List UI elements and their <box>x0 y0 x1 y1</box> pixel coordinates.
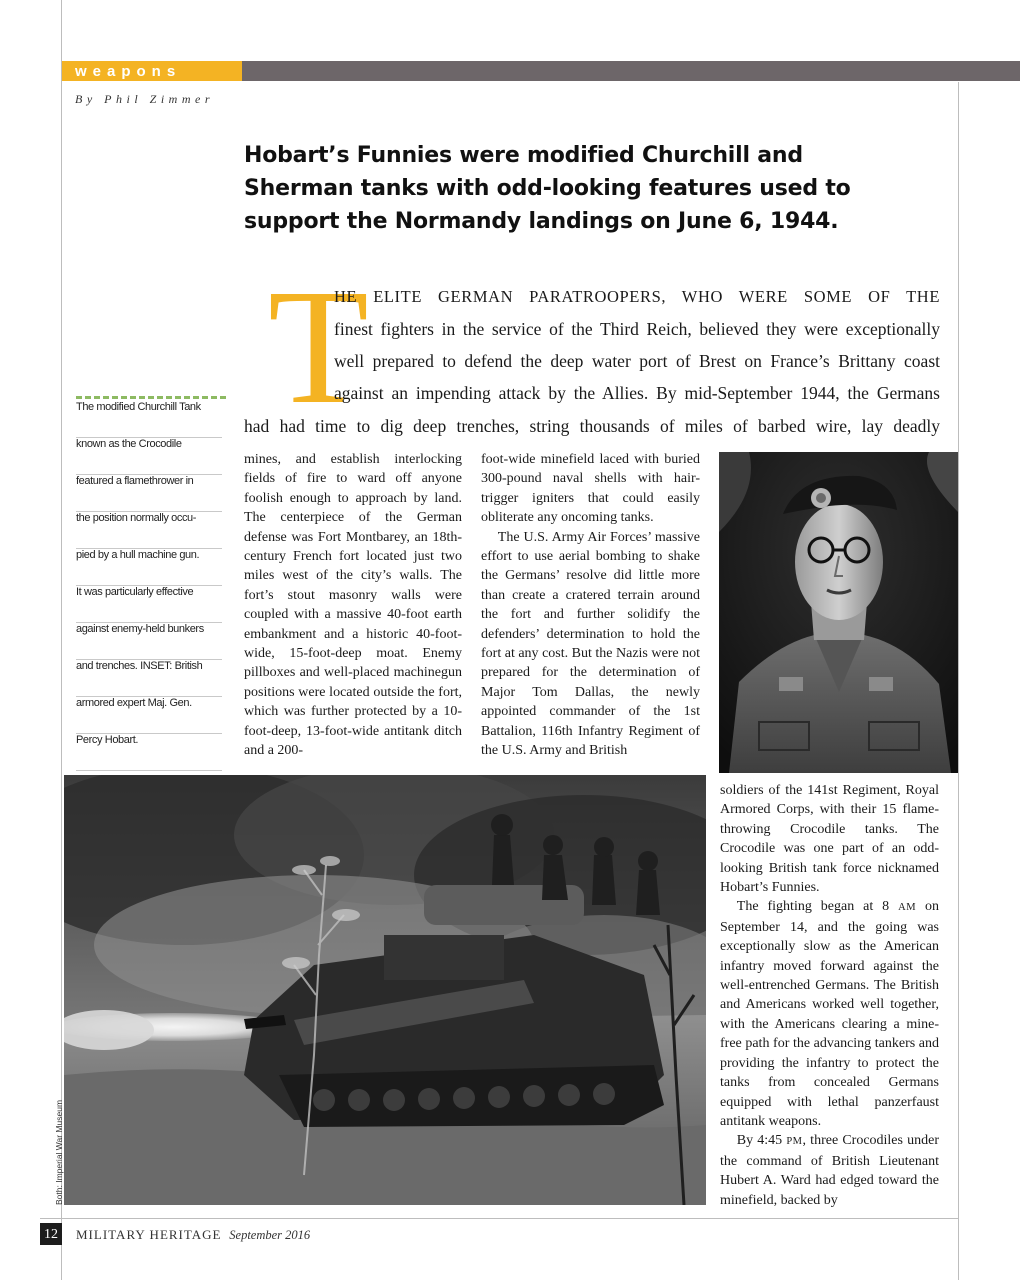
body-column-3 <box>720 781 939 1210</box>
caption-line: It was particularly effective <box>76 585 222 623</box>
section-band <box>242 61 1020 81</box>
issue-date: September 2016 <box>229 1228 311 1242</box>
page-number: 12 <box>40 1223 62 1245</box>
caption-line: armored expert Maj. Gen. <box>76 696 222 734</box>
column-2-paragraph-2: The U.S. Army Air Forces’ massive effort to use aerial bombing to shake the Germans’ resolve did little more than create a cratered terrain around the fort and further solidify the defenders’ determination to hold the fort at any cost. But the Nazis were not prepared for the determination of Major Tom Dallas, the newly appointed commander of the 1st Battalion, 116th Infantry Regiment of the U.S. Army and British <box>481 529 700 759</box>
caption-divider <box>76 396 226 399</box>
body-column-2 <box>481 450 700 761</box>
caption-line: against enemy-held bunkers <box>76 622 222 660</box>
column-3-paragraph-1: soldiers of the 141st Regiment, Royal Armored Corps, with their 15 flame-throwing Crocodile tanks. The Crocodile was one part of an odd-looking British tank force nicknamed Hobart’s Funnies. <box>720 783 939 896</box>
headline: Hobart’s Funnies were modified Churchill and Sherman tanks with odd-looking features used to support the Normandy landings on June 6, 1944. <box>244 143 851 234</box>
left-margin-rule <box>61 0 62 1280</box>
column-3-paragraph-3: By 4:45 PM, three Crocodiles under the command of British Lieutenant Hubert A. Ward had edged toward the minefield, backed by <box>720 1133 940 1208</box>
caption-line: and trenches. INSET: British <box>76 659 222 697</box>
drop-cap: T <box>268 255 369 438</box>
caption-line: the position normally occu- <box>76 511 222 549</box>
section-label: weapons <box>75 63 182 80</box>
photo-credit: Both: Imperial War Museum <box>54 1099 64 1205</box>
lead-line: HE ELITE GERMAN PARATROOPERS, WHO WERE SOME OF THE <box>334 287 940 306</box>
column-1-paragraph: mines, and establish interlocking fields of fire to ward off anyone foolish enough to approach by land. The centerpiece of the German defense was Fort Montbarey, an 18th-century French fort located just two miles west of the city’s walls. The fort’s stout masonry walls were coupled with a massive 40-foot earth embankment and a historic 40-foot-wide, 15-foot-deep moat. Enemy pillboxes and well-placed machinegun positions were located outside the fort, which was further protected by a 10-foot-deep, 13-foot-wide antitank ditch and a 200- <box>244 452 462 759</box>
caption-line: featured a flamethrower in <box>76 474 222 512</box>
byline: By Phil Zimmer <box>75 92 214 106</box>
caption-line: Percy Hobart. <box>76 733 222 771</box>
footer-folio <box>76 1227 310 1243</box>
lead-line: against an impending attack by the Allies. By mid-September 1944, the Germans <box>334 383 940 403</box>
column-3-paragraph-2: The fighting began at 8 AM on September 14, and the going was exceptionally slow as the American infantry moved forward against the well-entrenched Germans. The British and Americans worked well together, with the Americans clearing a mine-free path for the advancing tankers and providing the infantry to protect the tanks from concealed Germans equipped with lethal panzerfaust antitank weapons. <box>720 899 940 1129</box>
caption-line: known as the Crocodile <box>76 437 222 475</box>
caption-line: pied by a hull machine gun. <box>76 548 222 586</box>
portrait-photo-illustration <box>719 452 958 773</box>
lead-line: had had time to dig deep trenches, string thousands of miles of barbed wire, lay deadly <box>244 416 940 436</box>
caption-line: The modified Churchill Tank <box>76 400 222 438</box>
body-column-1 <box>244 450 462 761</box>
tank-photo-illustration <box>64 775 706 1205</box>
lead-line: well prepared to defend the deep water port of Brest on France’s Brittany coast <box>334 351 940 371</box>
lead-line: finest fighters in the service of the Third Reich, believed they were exceptionally <box>334 319 940 339</box>
crocodile-tank-photo <box>64 775 706 1205</box>
portrait-photo <box>719 452 958 773</box>
magazine-name: MILITARY HERITAGE <box>76 1227 222 1242</box>
column-2-paragraph-1: foot-wide minefield laced with buried 300-pound naval shells with hair-trigger igniters that could easily obliterate any oncoming tanks. <box>481 452 700 526</box>
footer-rule <box>40 1218 958 1219</box>
right-margin-rule <box>958 82 959 1280</box>
